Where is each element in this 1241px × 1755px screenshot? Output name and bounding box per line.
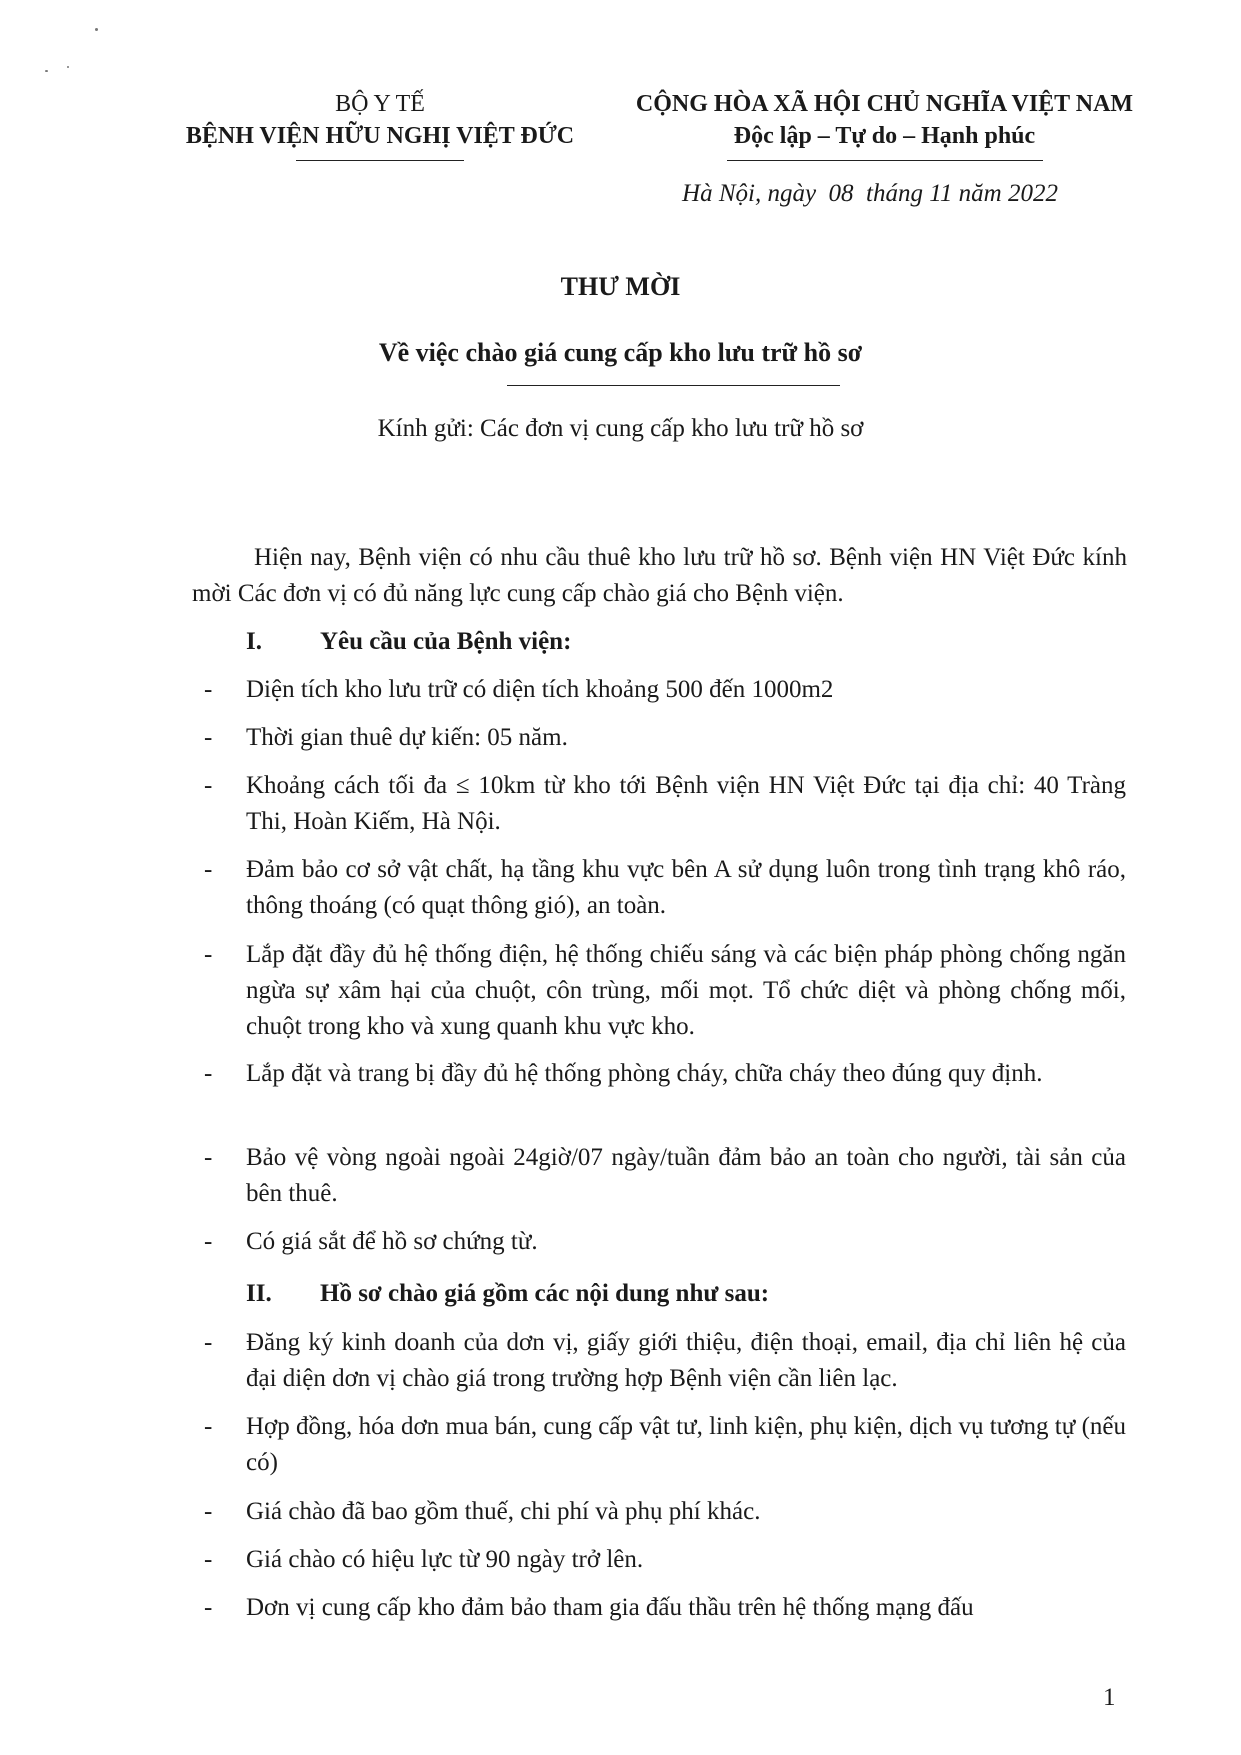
- header-left: [165, 88, 595, 161]
- section-2-number: II.: [246, 1280, 272, 1307]
- list-item: - Bảo vệ vòng ngoài ngoài 24giờ/07 ngày/tuần đảm bảo an toàn cho người, tài sản của bên thuê.: [204, 1144, 1126, 1207]
- list-item: - Có giá sắt để hồ sơ chứng từ.: [204, 1228, 538, 1255]
- list-item: - Giá chào đã bao gồm thuế, chi phí và phụ phí khác.: [204, 1498, 761, 1525]
- page-number: 1: [1103, 1684, 1116, 1711]
- subject-underline: [507, 385, 840, 386]
- document-title: THƯ MỜI: [560, 272, 681, 301]
- list-item: - Thời gian thuê dự kiến: 05 năm.: [204, 724, 568, 751]
- list-item: - Diện tích kho lưu trữ có diện tích khoảng 500 đến 1000m2: [204, 676, 834, 703]
- hospital-name: BỆNH VIỆN HỮU NGHỊ VIỆT ĐỨC: [185, 123, 575, 149]
- section-1-number: I.: [246, 628, 262, 655]
- list-item: - Lắp đặt đầy đủ hệ thống điện, hệ thống chiếu sáng và các biện pháp phòng chống ngăn ngừa sự xâm hại của chuột, côn trùng, mối mọt. Tổ chức diệt và phòng chống mối, chuột trong kho và xung quanh khu vực kho.: [204, 941, 1126, 1040]
- list-item: - Đảm bảo cơ sở vật chất, hạ tầng khu vực bên A sử dụng luôn trong tình trạng khô ráo, thông thoáng (có quạt thông gió), an toàn.: [204, 856, 1126, 919]
- section-2-title: Hồ sơ chào giá gồm các nội dung như sau:: [320, 1280, 770, 1307]
- header-right-underline: [727, 160, 1043, 161]
- section-1-heading: [246, 628, 571, 656]
- list-item: - Đăng ký kinh doanh của dơn vị, giấy giới thiệu, điện thoại, email, địa chỉ liên hệ của đại diện dơn vị chào giá trong trường hợp Bệnh viện cần liên lạc.: [204, 1329, 1126, 1392]
- scan-speck: [67, 66, 69, 68]
- list-item: - Hợp đồng, hóa dơn mua bán, cung cấp vật tư, linh kiện, phụ kiện, dịch vụ tương tự (nếu có): [204, 1413, 1126, 1476]
- list-item: - Giá chào có hiệu lực từ 90 ngày trở lên.: [204, 1546, 644, 1573]
- section-1-title: Yêu cầu của Bệnh viện:: [320, 628, 572, 655]
- ministry-name: BỘ Y TẾ: [335, 91, 425, 117]
- national-motto: Độc lập – Tự do – Hạnh phúc: [733, 123, 1036, 149]
- intro-paragraph: Hiện nay, Bệnh viện có nhu cầu thuê kho lưu trữ hồ sơ. Bệnh viện HN Việt Đức kính mời Các đơn vị có đủ năng lực cung cấp chào giá cho Bệnh viện.: [192, 544, 1127, 607]
- scan-speck: [95, 28, 98, 31]
- header-right: [612, 88, 1157, 161]
- document-date: Hà Nội, ngày 08 tháng 11 năm 2022: [682, 180, 1058, 207]
- list-item: - Dơn vị cung cấp kho đảm bảo tham gia đấu thầu trên hệ thống mạng đấu: [204, 1594, 974, 1621]
- list-item: - Lắp đặt và trang bị đầy đủ hệ thống phòng cháy, chữa cháy theo đúng quy định.: [204, 1060, 1043, 1087]
- document-subject: Về việc chào giá cung cấp kho lưu trữ hồ sơ: [378, 338, 863, 367]
- country-name: CỘNG HÒA XÃ HỘI CHỦ NGHĨA VIỆT NAM: [635, 91, 1134, 117]
- list-item: - Khoảng cách tối đa ≤ 10km từ kho tới Bệnh viện HN Việt Đức tại địa chỉ: 40 Tràng Thi, Hoàn Kiếm, Hà Nội.: [204, 772, 1126, 835]
- header-left-underline: [296, 160, 464, 161]
- scan-speck: [45, 70, 48, 72]
- recipient-line: Kính gửi: Các đơn vị cung cấp kho lưu trữ hồ sơ: [377, 415, 864, 442]
- section-2-heading: [246, 1280, 769, 1308]
